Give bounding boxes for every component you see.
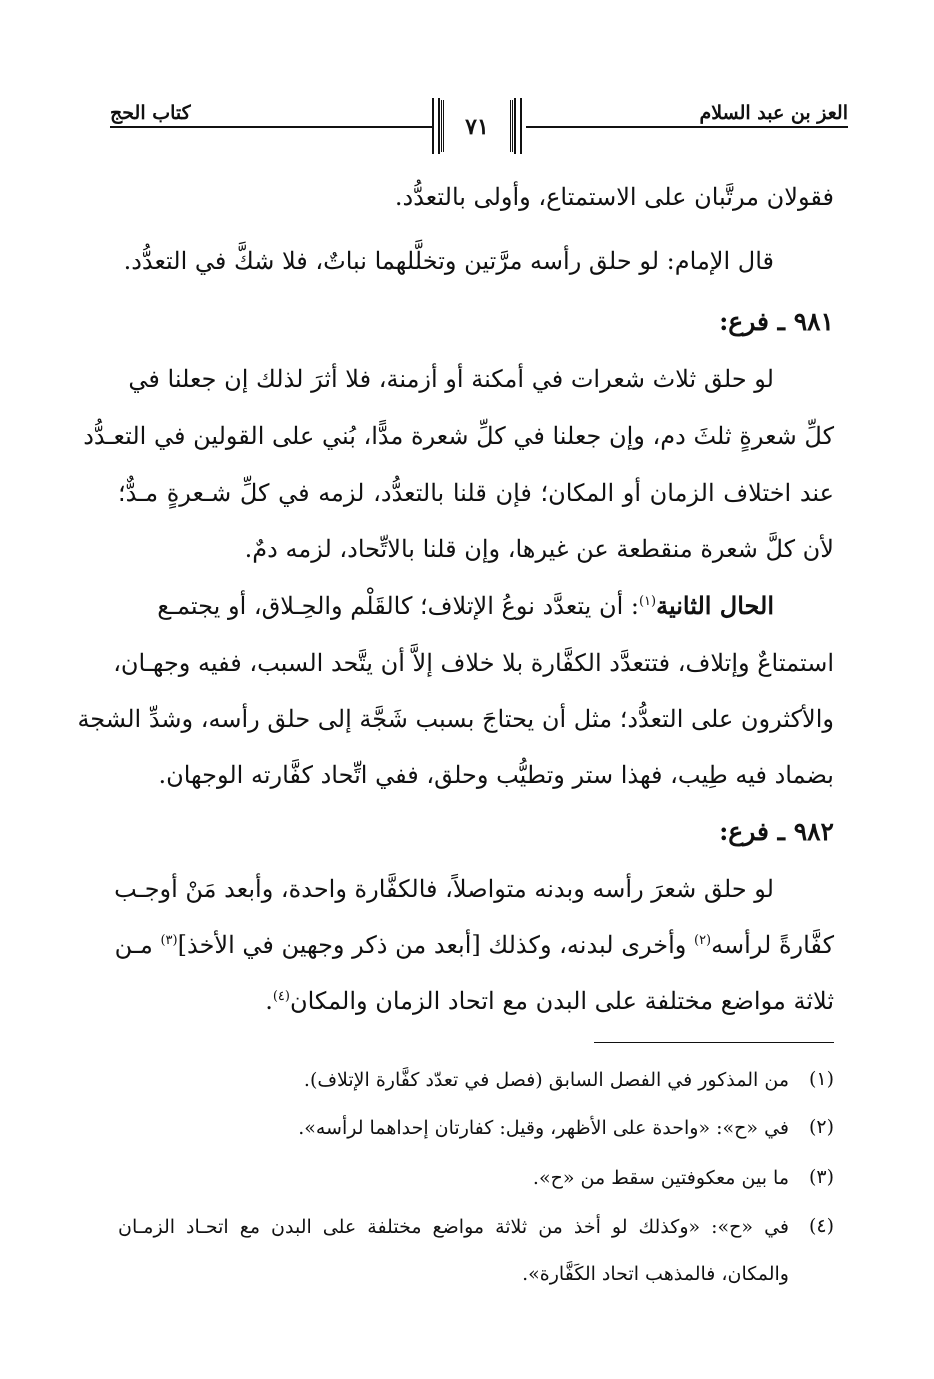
text-line: فقولان مرتَّبان على الاستمتاع، وأولى بالتعدُّد.	[394, 183, 834, 211]
text-line: قال الإمام: لو حلق رأسه مرَّتين وتخلَّلهما نباتٌ، فلا شكَّ في التعدُّد.	[123, 247, 774, 275]
text-line: استمتاعٌ وإتلاف، فتتعدَّد الكفَّارة بلا خلاف إلاَّ أن يتَّحد السبب، ففيه وجهـان،	[113, 649, 834, 677]
footnote-ref: (٤)	[272, 989, 290, 1004]
text-line	[157, 591, 774, 621]
footnote-number: (٢)	[808, 1116, 834, 1138]
text-line: لو حلق شعرَ رأسه وبدنه متواصلاً، فالكفَّارة واحدة، وأبعد مَنْ أوجـب	[114, 875, 774, 903]
footnote-ref: (٢)	[693, 933, 712, 948]
header-book-title: كتاب الحج	[110, 102, 191, 124]
footnote-text: في «ح»: «واحدة على الأظهر، وقيل: كفارتان إحداهما لرأسه».	[298, 1117, 789, 1139]
section-heading: ٩٨١ ـ فرع:	[719, 307, 834, 336]
footnote-text: في «ح»: «وكذلك لو أخذ من ثلاثة مواضع مختلفة على البدن مع اتحـاد الزمـان	[118, 1216, 789, 1238]
text-fragment: كفَّارةً لرأسه	[711, 931, 834, 959]
text-line: لو حلق ثلاث شعرات في أمكنة أو أزمنة، فلا أثرَ لذلك إن جعلنا في	[128, 365, 774, 393]
text-line: عند اختلاف الزمان أو المكان؛ فإن قلنا بالتعدُّد، لزمه في كلِّ شـعرةٍ مـدٌّ؛	[118, 479, 834, 507]
footnote-text: من المذكور في الفصل السابق (فصل في تعدّد كفَّارة الإتلاف).	[303, 1069, 789, 1091]
text-line: بضماد فيه طِيب، فهذا ستر وتطيُّب وحلق، ففي اتِّحاد كفَّارته الوجهان.	[158, 761, 834, 789]
text-line: والأكثرون على التعدُّد؛ مثل أن يحتاجَ بسبب شَجَّة إلى حلق رأسه، وشدِّ الشجة	[77, 705, 834, 733]
footnote-ref: (١)	[638, 594, 657, 609]
text-line	[265, 986, 834, 1016]
section-heading: ٩٨٢ ـ فرع:	[719, 817, 834, 846]
footnote-text: ما بين معكوفتين سقط من «ح».	[532, 1167, 789, 1189]
header-author: العز بن عبد السلام	[699, 102, 848, 124]
header-rule-right	[526, 126, 848, 128]
footnote-number: (٤)	[808, 1215, 834, 1237]
footnote-divider	[594, 1042, 834, 1043]
text-fragment: مـن	[114, 931, 161, 959]
footnote-number: (٣)	[808, 1166, 834, 1188]
text-fragment: ثلاثة مواضع مختلفة على البدن مع اتحاد الزمان والمكان	[289, 987, 834, 1015]
text-fragment: .	[265, 987, 273, 1015]
text-fragment: : أن يتعدَّد نوعُ الإتلاف؛ كالقَلْم والحِـلاق، أو يجتمـع	[157, 592, 639, 620]
running-header	[110, 96, 848, 166]
footnote-number: (١)	[808, 1068, 834, 1090]
text-line: كلِّ شعرةٍ ثلثَ دم، وإن جعلنا في كلِّ شعرة مدًّا، بُني على القولين في التعـدُّد	[83, 422, 834, 450]
text-line: لأن كلَّ شعرة منقطعة عن غيرها، وإن قلنا بالاتِّحاد، لزمه دمٌ.	[244, 535, 834, 563]
page-number-frame	[441, 100, 513, 152]
case-title: الحال الثانية	[656, 591, 774, 620]
header-rule-left	[110, 126, 432, 128]
footnote-ref: (٣)	[160, 933, 178, 948]
footnote-text-continued: والمكان، فالمذهب اتحاد الكَفَّارة».	[522, 1263, 789, 1285]
text-fragment: وأخرى لبدنه، وكذلك [أبعد من ذكر وجهين في الأخذ]	[177, 931, 694, 959]
text-line	[115, 930, 834, 960]
page-number: ٧١	[465, 114, 489, 140]
